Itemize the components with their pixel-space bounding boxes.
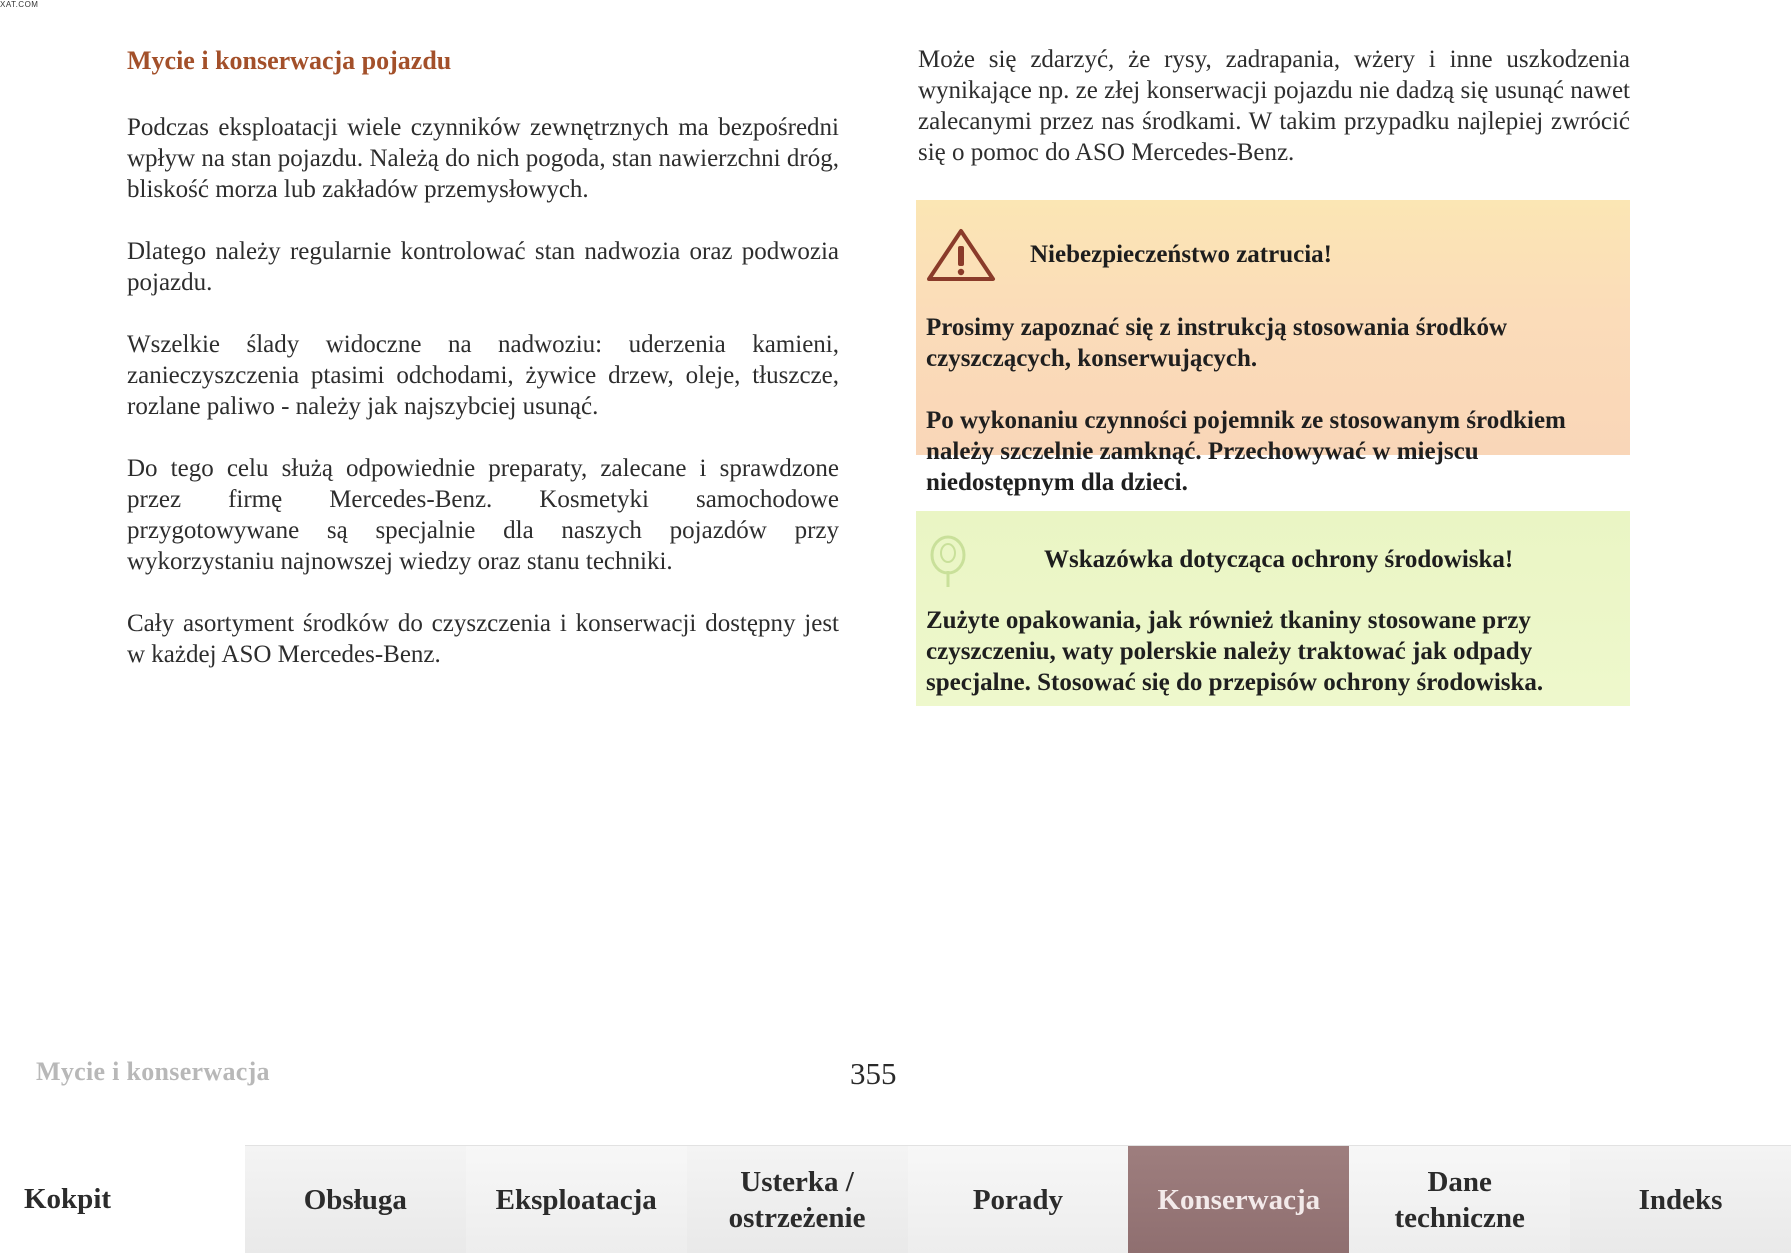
tab-konserwacja[interactable] <box>1128 1145 1349 1253</box>
tab-label: Eksploatacja <box>495 1183 657 1216</box>
tab-label: Dane techniczne <box>1394 1165 1525 1234</box>
environment-header <box>926 533 1620 587</box>
tab-label: Indeks <box>1638 1183 1723 1216</box>
tab-kokpit[interactable] <box>0 1145 245 1253</box>
tab-eksploatacja[interactable] <box>466 1145 687 1253</box>
tab-indeks[interactable] <box>1570 1145 1791 1253</box>
chapter-tab-bar <box>0 1145 1791 1253</box>
warning-title: Niebezpieczeństwo zatrucia! <box>1030 241 1332 268</box>
warning-callout <box>916 200 1630 496</box>
right-column <box>918 44 1630 706</box>
intro-paragraph: Może się zdarzyć, że rysy, zadrapania, wżery i inne uszkodzenia wynikające np. ze złej konserwacji pojazdu nie dadzą się usunąć nawet zalecanymi przez nas środkami. W takim przypadku najlepiej zwrócić się o pomoc do ASO Mercedes-Benz. <box>918 46 1630 166</box>
tab-label: Kokpit <box>24 1183 112 1215</box>
environment-callout <box>916 511 1630 706</box>
paragraph-5: Cały asortyment środków do czyszczenia i konserwacji dostępny jest w każdej ASO Mercedes-Benz. <box>127 610 839 668</box>
warning-text-2: Po wykonaniu czynności pojemnik ze stosowanym środkiem należy szczelnie zamknąć. Przechowywać w miejscu niedostępnym dla dzieci. <box>926 407 1566 496</box>
paragraph-1: Podczas eksploatacji wiele czynników zewnętrznych ma bezpośredni wpływ na stan pojazdu. Należą do nich pogoda, stan nawierzchni dróg, bliskość morza lub zakładów przemysłowych. <box>127 114 839 203</box>
environment-title: Wskazówka dotycząca ochrony środowiska! <box>1044 546 1514 573</box>
paragraph-3: Wszelkie ślady widoczne na nadwoziu: uderzenia kamieni, zanieczyszczenia ptasimi odchodami, żywice drzew, oleje, tłuszcze, rozlane paliwo - należy jak najszybciej usunąć. <box>127 331 839 420</box>
left-column <box>127 44 839 701</box>
warning-header <box>926 228 1620 282</box>
warning-triangle-icon <box>926 228 996 282</box>
tab-porady[interactable] <box>908 1145 1129 1253</box>
corner-mark: XAT.COM <box>0 0 39 9</box>
paragraph-2: Dlatego należy regularnie kontrolować stan nadwozia oraz podwozia pojazdu. <box>127 238 839 296</box>
tab-label: Obsługa <box>303 1183 407 1216</box>
tab-obsluga[interactable] <box>245 1145 466 1253</box>
tab-dane-techniczne[interactable] <box>1349 1145 1570 1253</box>
paragraph-4: Do tego celu służą odpowiednie preparaty, zalecane i sprawdzone przez firmę Mercedes-Benz. Kosmetyki samochodowe przygotowywane są specjalnie dla naszych pojazdów przy wykorzystaniu najnowszej wiedzy oraz stanu techniki. <box>127 455 839 575</box>
page-number: 355 <box>850 1056 897 1091</box>
footer-section-label: Mycie i konserwacja <box>36 1057 270 1086</box>
tab-usterka[interactable] <box>687 1145 908 1253</box>
tab-label: Usterka / ostrzeżenie <box>728 1165 866 1234</box>
tree-icon <box>926 533 996 587</box>
warning-text-1: Prosimy zapoznać się z instrukcją stosowania środków czyszczących, konserwujących. <box>926 314 1508 372</box>
section-title: Mycie i konserwacja pojazdu <box>127 46 452 75</box>
environment-text: Zużyte opakowania, jak również tkaniny stosowane przy czyszczeniu, waty polerskie należy traktować jak odpady specjalne. Stosować się do przepisów ochrony środowiska. <box>926 607 1544 696</box>
tab-label: Konserwacja <box>1157 1183 1321 1216</box>
tab-label: Porady <box>972 1183 1064 1216</box>
